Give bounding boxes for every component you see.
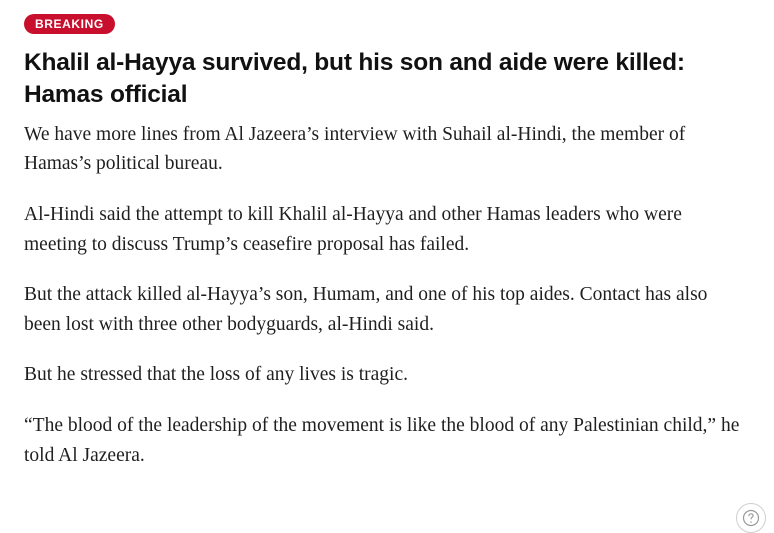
article-paragraph: But the attack killed al-Hayya’s son, Humam, and one of his top aides. Contact has also been lost with three other bodyguards, al-Hindi said. bbox=[24, 284, 708, 335]
article-paragraph: Al-Hindi said the attempt to kill Khalil al-Hayya and other Hamas leaders who were meeting to discuss Trump’s ceasefire proposal has failed. bbox=[24, 203, 682, 255]
article-paragraph: “The blood of the leadership of the movement is like the blood of any Palestinian child,” he told Al Jazeera. bbox=[24, 415, 740, 466]
status-badge: BREAKING bbox=[24, 14, 115, 34]
article-paragraph: But he stressed that the loss of any lives is tragic. bbox=[24, 364, 408, 386]
page-title: Khalil al-Hayya survived, but his son and aide were killed: Hamas official bbox=[24, 49, 685, 109]
article-paragraph: We have more lines from Al Jazeera’s interview with Suhail al-Hindi, the member of Hamas’s political bureau. bbox=[24, 123, 686, 175]
article-body bbox=[24, 120, 744, 471]
help-circle-icon[interactable] bbox=[736, 503, 766, 533]
